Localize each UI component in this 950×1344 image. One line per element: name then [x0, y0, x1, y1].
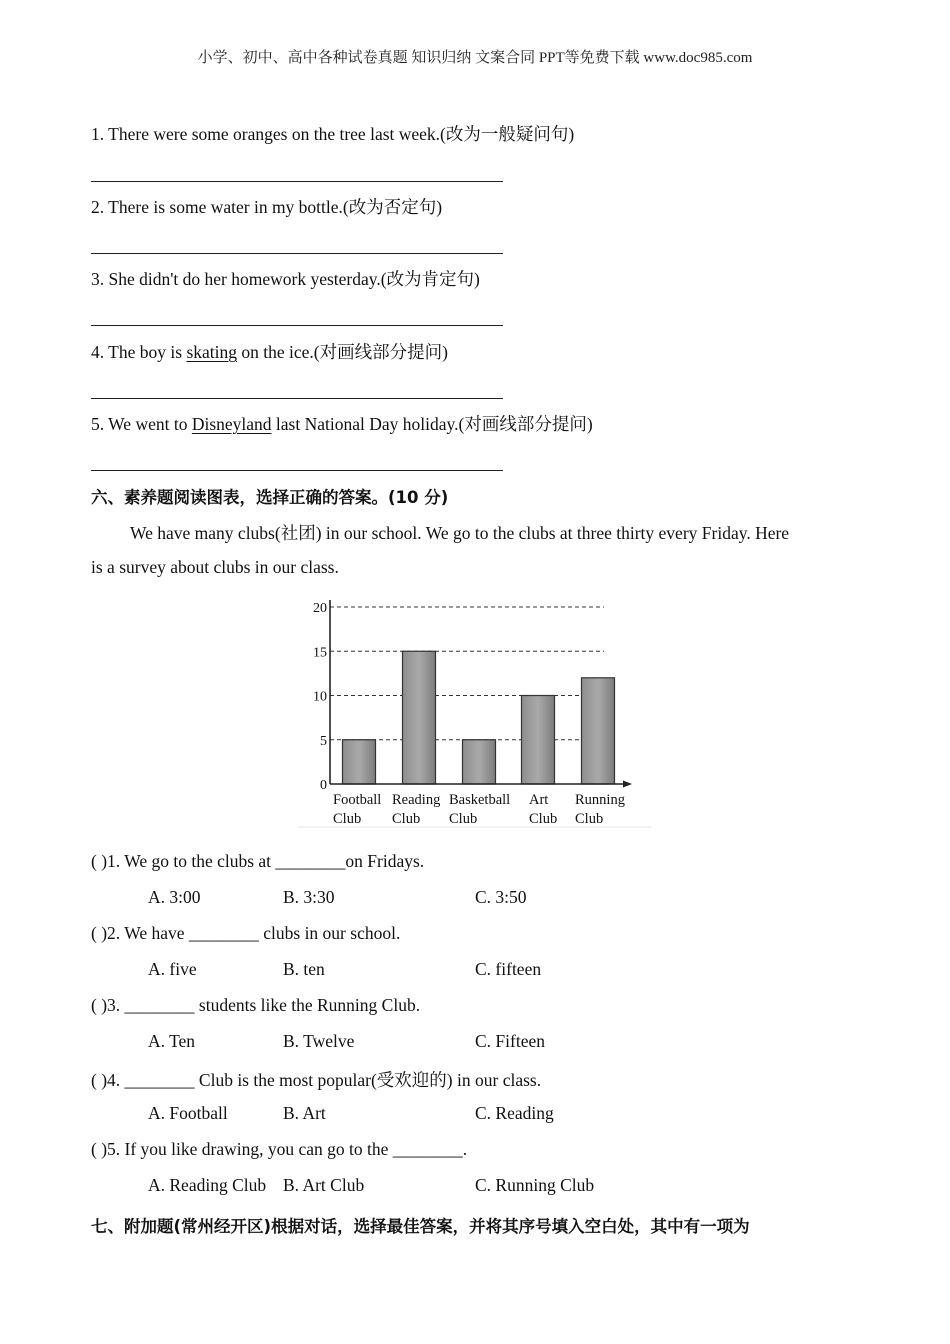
question-1: ( )1. We go to the clubs at ________on Fridays. — [91, 851, 425, 871]
option-5b[interactable]: B. Art Club — [283, 1175, 365, 1195]
answer-line-3[interactable] — [91, 325, 503, 326]
option-1c[interactable]: C. 3:50 — [475, 887, 527, 907]
rewrite-item-5: 5. We went to Disneyland last National Day holiday.(对画线部分提问) — [91, 414, 593, 434]
option-3c[interactable]: C. Fifteen — [475, 1031, 545, 1051]
option-4c[interactable]: C. Reading — [475, 1103, 554, 1123]
x-tick-label: Running — [575, 792, 625, 808]
y-tick-label: 0 — [320, 778, 327, 793]
page-header: 小学、初中、高中各种试卷真题 知识归纳 文案合同 PPT等免费下载 www.doc985.com — [197, 50, 753, 66]
y-tick-label: 10 — [313, 689, 327, 705]
answer-line-4[interactable] — [91, 398, 503, 399]
question-4: ( )4. ________ Club is the most popular(受欢迎的) in our class. — [91, 1070, 542, 1090]
option-5a[interactable]: A. Reading Club — [148, 1175, 267, 1195]
bar-5 — [582, 678, 615, 784]
x-tick-label: Club — [449, 811, 478, 827]
bar-2 — [403, 651, 436, 784]
x-tick-label: Football — [333, 792, 382, 808]
x-tick-label: Club — [392, 811, 421, 827]
rewrite-item-2: 2. There is some water in my bottle.(改为否定句) — [91, 197, 443, 217]
option-2c[interactable]: C. fifteen — [475, 959, 542, 979]
option-1b[interactable]: B. 3:30 — [283, 887, 335, 907]
option-2b[interactable]: B. ten — [283, 959, 325, 979]
x-tick-label: Club — [575, 811, 604, 827]
answer-line-5[interactable] — [91, 470, 503, 471]
bar-1 — [343, 740, 376, 784]
rewrite-item-1: 1. There were some oranges on the tree last week.(改为一般疑问句) — [91, 124, 575, 144]
section-7-title: 七、附加题(常州经开区)根据对话，选择最佳答案，并将其序号填入空白处，其中有一项为 — [91, 1217, 750, 1236]
bar-3 — [463, 740, 496, 784]
x-tick-label: Club — [529, 811, 558, 827]
rewrite-item-4: 4. The boy is skating on the ice.(对画线部分提问) — [91, 342, 448, 362]
section-6-title: 六、素养题阅读图表，选择正确的答案。(10 分) — [91, 488, 449, 507]
option-3b[interactable]: B. Twelve — [283, 1031, 355, 1051]
underlined-word: Disneyland — [191, 414, 272, 434]
y-tick-label: 5 — [320, 733, 327, 749]
answer-line-1[interactable] — [91, 181, 503, 182]
question-2: ( )2. We have ________ clubs in our school. — [91, 923, 401, 943]
passage-line-2: is a survey about clubs in our class. — [91, 557, 339, 577]
option-4a[interactable]: A. Football — [148, 1103, 228, 1123]
club-survey-chart — [298, 592, 652, 828]
passage-line-1: We have many clubs(社团) in our school. We go to the clubs at three thirty every Friday. Here — [130, 523, 790, 543]
question-5: ( )5. If you like drawing, you can go to the ________. — [91, 1139, 468, 1159]
x-tick-label: Art — [529, 792, 549, 808]
underlined-word: skating — [186, 342, 238, 362]
option-1a[interactable]: A. 3:00 — [148, 887, 201, 907]
y-tick-label: 15 — [313, 645, 327, 661]
option-3a[interactable]: A. Ten — [148, 1031, 196, 1051]
rewrite-item-3: 3. She didn't do her homework yesterday.(改为肯定句) — [91, 269, 480, 289]
y-tick-label: 20 — [313, 601, 327, 616]
answer-line-2[interactable] — [91, 253, 503, 254]
bar-4 — [522, 696, 555, 785]
option-5c[interactable]: C. Running Club — [475, 1175, 595, 1195]
x-tick-label: Basketball — [449, 792, 511, 808]
option-2a[interactable]: A. five — [148, 959, 197, 979]
option-4b[interactable]: B. Art — [283, 1103, 326, 1123]
x-tick-label: Reading — [392, 792, 441, 808]
question-3: ( )3. ________ students like the Running Club. — [91, 995, 421, 1015]
x-tick-label: Club — [333, 811, 362, 827]
